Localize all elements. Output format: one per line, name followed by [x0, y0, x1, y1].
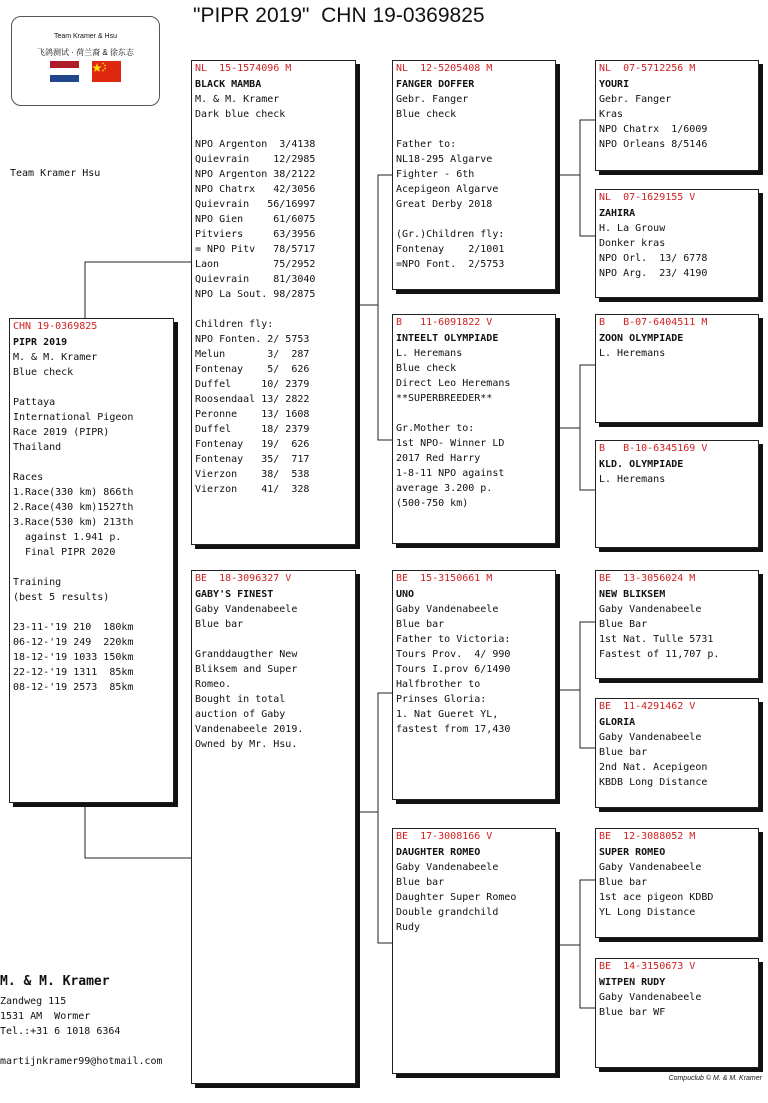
pigeon-details	[13, 335, 171, 695]
pigeon-info-line: L. Heremans	[599, 474, 666, 485]
ring-number: B 11-6091822 V	[396, 317, 493, 328]
owner-name: M. & M. Kramer	[0, 974, 110, 989]
pigeon-card-dam-sire	[392, 570, 556, 800]
pigeon-info-line	[13, 560, 171, 575]
pigeon-info-line: 2.Race(430 km)1527th	[13, 502, 134, 513]
pigeon-info-line: 08-12-'19 2573 85km	[13, 682, 134, 693]
pigeon-info-line: Vierzon 41/ 328	[195, 484, 310, 495]
pigeon-info-line: Peronne 13/ 1608	[195, 409, 310, 420]
pigeon-info-line	[13, 380, 171, 395]
pigeon-name: ZAHIRA	[599, 208, 636, 219]
pigeon-details	[599, 715, 756, 790]
pigeon-info-line: Blue bar	[396, 619, 445, 630]
pigeon-info-line: =NPO Font. 2/5753	[396, 259, 505, 270]
pigeon-info-line: Fontenay 2/1001	[396, 244, 505, 255]
pigeon-info-line: 1st Nat. Tulle 5731	[599, 634, 714, 645]
pigeon-info-line: Blue check	[396, 109, 457, 120]
ring-number: B B-07-6404511 M	[599, 317, 708, 328]
pigeon-info-line: NPO Fonten. 2/ 5753	[195, 334, 310, 345]
pigeon-info-line: Blue check	[396, 363, 457, 374]
owner-address-street: Zandweg 115	[0, 996, 67, 1007]
pigeon-info-line: Races	[13, 472, 44, 483]
pigeon-details	[396, 331, 553, 511]
pigeon-info-line: Gaby Vandenabeele	[396, 862, 499, 873]
pigeon-name: SUPER ROMEO	[599, 847, 666, 858]
pigeon-info-line: Roosendaal 13/ 2822	[195, 394, 310, 405]
ring-number: BE 13-3056024 M	[599, 573, 696, 584]
pigeon-name: BLACK MAMBA	[195, 79, 262, 90]
pigeon-info-line: Laon 75/2952	[195, 259, 316, 270]
pigeon-info-line: Quievrain 81/3040	[195, 274, 316, 285]
pigeon-info-line	[396, 212, 553, 227]
pigeon-info-line	[396, 122, 553, 137]
pigeon-info-line: Blue bar	[195, 619, 244, 630]
pigeon-info-line: Blue bar	[599, 877, 648, 888]
pigeon-info-line: auction of Gaby	[195, 709, 286, 720]
pigeon-info-line: NPO Chatrx 42/3056	[195, 184, 316, 195]
pigeon-info-line: Duffel 18/ 2379	[195, 424, 310, 435]
pigeon-info-line: (best 5 results)	[13, 592, 110, 603]
footer-credit: Compuclub © M. & M. Kramer	[668, 1075, 762, 1082]
pigeon-info-line: 1.Race(330 km) 866th	[13, 487, 134, 498]
pigeon-info-line: 3.Race(530 km) 213th	[13, 517, 134, 528]
pigeon-info-line	[13, 605, 171, 620]
pigeon-info-line: 23-11-'19 210 180km	[13, 622, 134, 633]
pigeon-info-line: (500-750 km)	[396, 498, 469, 509]
pigeon-info-line	[13, 455, 171, 470]
pigeon-details	[195, 587, 353, 752]
pigeon-info-line: 18-12-'19 1033 150km	[13, 652, 134, 663]
pigeon-info-line: Gebr. Fanger	[396, 94, 469, 105]
pigeon-info-line: Rudy	[396, 922, 421, 933]
pigeon-info-line: Double grandchild	[396, 907, 499, 918]
pigeon-info-line: Direct Leo Heremans	[396, 378, 511, 389]
pigeon-info-line: Bliksem and Super	[195, 664, 298, 675]
pigeon-card-sss	[595, 60, 759, 171]
pigeon-info-line: H. La Grouw	[599, 223, 666, 234]
pigeon-name: UNO	[396, 589, 415, 600]
pigeon-details	[599, 206, 756, 281]
pigeon-info-line: 2017 Red Harry	[396, 453, 481, 464]
pigeon-info-line: Training	[13, 577, 62, 588]
pigeon-name: INTEELT OLYMPIADE	[396, 333, 499, 344]
pigeon-card-ddd	[595, 958, 759, 1068]
netherlands-flag-icon	[50, 61, 79, 82]
pigeon-details	[396, 587, 553, 737]
ring-number: NL 15-1574096 M	[195, 63, 292, 74]
pigeon-name: WITPEN RUDY	[599, 977, 666, 988]
pigeon-card-dam	[191, 570, 356, 1084]
pigeon-name: KLD. OLYMPIADE	[599, 459, 684, 470]
pigeon-details	[599, 587, 756, 662]
pigeon-card-sdd	[595, 440, 759, 548]
pigeon-card-dds	[595, 828, 759, 938]
pigeon-info-line: Gebr. Fanger	[599, 94, 672, 105]
pigeon-name: DAUGHTER ROMEO	[396, 847, 481, 858]
pigeon-info-line: 22-12-'19 1311 85km	[13, 667, 134, 678]
pigeon-info-line: Blue bar	[396, 877, 445, 888]
pigeon-info-line: Gaby Vandenabeele	[396, 604, 499, 615]
pigeon-info-line	[195, 122, 353, 137]
pigeon-name: NEW BLIKSEM	[599, 589, 666, 600]
china-flag-icon	[92, 61, 121, 82]
pigeon-info-line: KBDB Long Distance	[599, 777, 708, 788]
pigeon-info-line: Thailand	[13, 442, 62, 453]
pigeon-details	[195, 77, 353, 497]
pigeon-info-line: 2nd Nat. Acepigeon	[599, 762, 708, 773]
pigeon-name: YOURI	[599, 79, 630, 90]
ring-number: BE 18-3096327 V	[195, 573, 292, 584]
pigeon-info-line: L. Heremans	[599, 348, 666, 359]
pigeon-info-line: L. Heremans	[396, 348, 463, 359]
pigeon-card-sire	[191, 60, 356, 545]
pigeon-card-sire-sire	[392, 60, 556, 290]
pigeon-info-line: Gaby Vandenabeele	[599, 732, 702, 743]
pigeon-info-line: 1-8-11 NPO against	[396, 468, 505, 479]
pigeon-name: FANGER DOFFER	[396, 79, 475, 90]
pigeon-info-line: Race 2019 (PIPR)	[13, 427, 110, 438]
pigeon-card-ssd	[595, 189, 759, 298]
team-label: Team Kramer Hsu	[10, 168, 101, 179]
pigeon-info-line: Quievrain 12/2985	[195, 154, 316, 165]
owner-contact	[0, 974, 163, 1069]
pigeon-info-line: Duffel 10/ 2379	[195, 379, 310, 390]
ring-number: B B-10-6345169 V	[599, 443, 708, 454]
ring-number: NL 07-1629155 V	[599, 192, 696, 203]
pigeon-info-line: Fontenay 19/ 626	[195, 439, 310, 450]
owner-phone: Tel.:+31 6 1018 6364	[0, 1026, 121, 1037]
pigeon-info-line: Granddaugther New	[195, 649, 298, 660]
pigeon-info-line: (Gr.)Children fly:	[396, 229, 505, 240]
pigeon-details	[396, 77, 553, 272]
pigeon-info-line: Children fly:	[195, 319, 274, 330]
pigeon-card-dss	[595, 570, 759, 679]
logo-text: Team Kramer & Hsu	[53, 33, 118, 40]
pigeon-info-line: M. & M. Kramer	[13, 352, 98, 363]
pigeon-info-line: Vierzon 38/ 538	[195, 469, 310, 480]
pigeon-details	[599, 975, 756, 1020]
pigeon-info-line: International Pigeon	[13, 412, 134, 423]
pigeon-card-subject	[9, 318, 174, 803]
pigeon-info-line: NPO La Sout. 98/2875	[195, 289, 316, 300]
pigeon-details	[599, 77, 756, 152]
pigeon-info-line: against 1.941 p.	[13, 532, 122, 543]
pigeon-info-line	[195, 632, 353, 647]
ring-number: BE 11-4291462 V	[599, 701, 696, 712]
pigeon-info-line: **SUPERBREEDER**	[396, 393, 493, 404]
pigeon-card-dsd	[595, 698, 759, 808]
pigeon-info-line: Bought in total	[195, 694, 286, 705]
team-logo	[11, 16, 160, 106]
pigeon-info-line: NPO Arg. 23/ 4190	[599, 268, 708, 279]
pigeon-details	[599, 845, 756, 920]
pigeon-info-line: Fighter - 6th	[396, 169, 475, 180]
pigeon-info-line	[195, 302, 353, 317]
pigeon-info-line: 1st NPO- Winner LD	[396, 438, 505, 449]
pigeon-info-line: Gr.Mother to:	[396, 423, 475, 434]
ring-number: BE 12-3088052 M	[599, 831, 696, 842]
ring-number: NL 12-5205408 M	[396, 63, 493, 74]
page-title: "PIPR 2019" CHN 19-0369825	[193, 4, 485, 27]
pigeon-info-line: Donker kras	[599, 238, 666, 249]
pigeon-info-line: Father to:	[396, 139, 457, 150]
pigeon-info-line: = NPO Pitv 78/5717	[195, 244, 316, 255]
pigeon-info-line: 06-12-'19 249 220km	[13, 637, 134, 648]
pigeon-name: PIPR 2019	[13, 337, 68, 348]
pigeon-info-line: Gaby Vandenabeele	[599, 862, 702, 873]
pigeon-info-line: Pitviers 63/3956	[195, 229, 316, 240]
pigeon-info-line: Vandenabeele 2019.	[195, 724, 304, 735]
pigeon-info-line: Great Derby 2018	[396, 199, 493, 210]
pigeon-info-line: average 3.200 p.	[396, 483, 493, 494]
ring-number: BE 15-3150661 M	[396, 573, 493, 584]
pigeon-info-line: NL18-295 Algarve	[396, 154, 493, 165]
pigeon-info-line: Romeo.	[195, 679, 232, 690]
pigeon-details	[599, 331, 756, 361]
pigeon-info-line: 1st ace pigeon KDBD	[599, 892, 714, 903]
pigeon-info-line: Gaby Vandenabeele	[195, 604, 298, 615]
pigeon-info-line: NPO Orl. 13/ 6778	[599, 253, 708, 264]
pigeon-info-line: Gaby Vandenabeele	[599, 992, 702, 1003]
pigeon-info-line: YL Long Distance	[599, 907, 696, 918]
pigeon-info-line: Blue Bar	[599, 619, 648, 630]
pigeon-details	[599, 457, 756, 487]
logo-chinese-text: 飞鸽测试 · 荷兰裔 & 徐东志	[37, 48, 134, 57]
pigeon-info-line: Daughter Super Romeo	[396, 892, 517, 903]
pigeon-info-line	[396, 406, 553, 421]
pigeon-card-sire-dam	[392, 314, 556, 544]
pigeon-info-line: Gaby Vandenabeele	[599, 604, 702, 615]
pigeon-name: ZOON OLYMPIADE	[599, 333, 684, 344]
pigeon-info-line: Prinses Gloria:	[396, 694, 487, 705]
pigeon-info-line: NPO Chatrx 1/6009	[599, 124, 708, 135]
ring-number: BE 14-3150673 V	[599, 961, 696, 972]
pigeon-info-line: Blue bar WF	[599, 1007, 666, 1018]
ring-number: CHN 19-0369825	[13, 321, 98, 332]
pigeon-info-line: M. & M. Kramer	[195, 94, 280, 105]
pigeon-info-line: Kras	[599, 109, 624, 120]
pigeon-card-sds	[595, 314, 759, 423]
pigeon-info-line: 1. Nat Gueret YL,	[396, 709, 499, 720]
pigeon-info-line: NPO Orleans 8/5146	[599, 139, 708, 150]
pigeon-info-line: Tours Prov. 4/ 990	[396, 649, 511, 660]
ring-number: BE 17-3008166 V	[396, 831, 493, 842]
pigeon-name: GABY'S FINEST	[195, 589, 274, 600]
pigeon-info-line: Halfbrother to	[396, 679, 481, 690]
pigeon-info-line: Quievrain 56/16997	[195, 199, 316, 210]
pigeon-info-line: Melun 3/ 287	[195, 349, 310, 360]
ring-number: NL 07-5712256 M	[599, 63, 696, 74]
pigeon-card-dam-dam	[392, 828, 556, 1074]
pigeon-info-line: Owned by Mr. Hsu.	[195, 739, 298, 750]
pigeon-info-line: Father to Victoria:	[396, 634, 511, 645]
pigeon-info-line: fastest from 17,430	[396, 724, 511, 735]
pigeon-info-line: Blue bar	[599, 747, 648, 758]
pigeon-info-line: Final PIPR 2020	[13, 547, 116, 558]
pigeon-info-line: Acepigeon Algarve	[396, 184, 499, 195]
pigeon-info-line: Tours I.prov 6/1490	[396, 664, 511, 675]
owner-email[interactable]: martijnkramer99@hotmail.com	[0, 1056, 163, 1067]
pigeon-info-line: Fontenay 35/ 717	[195, 454, 310, 465]
pigeon-info-line: Fastest of 11,707 p.	[599, 649, 720, 660]
pigeon-info-line: Blue check	[13, 367, 74, 378]
pigeon-info-line: NPO Argenton 38/2122	[195, 169, 316, 180]
pigeon-info-line: NPO Argenton 3/4138	[195, 139, 316, 150]
owner-address-city: 1531 AM Wormer	[0, 1011, 91, 1022]
pigeon-info-line: Dark blue check	[195, 109, 286, 120]
pigeon-info-line: Pattaya	[13, 397, 56, 408]
pigeon-info-line: NPO Gien 61/6075	[195, 214, 316, 225]
pigeon-name: GLORIA	[599, 717, 636, 728]
pigeon-details	[396, 845, 553, 935]
pigeon-info-line: Fontenay 5/ 626	[195, 364, 310, 375]
